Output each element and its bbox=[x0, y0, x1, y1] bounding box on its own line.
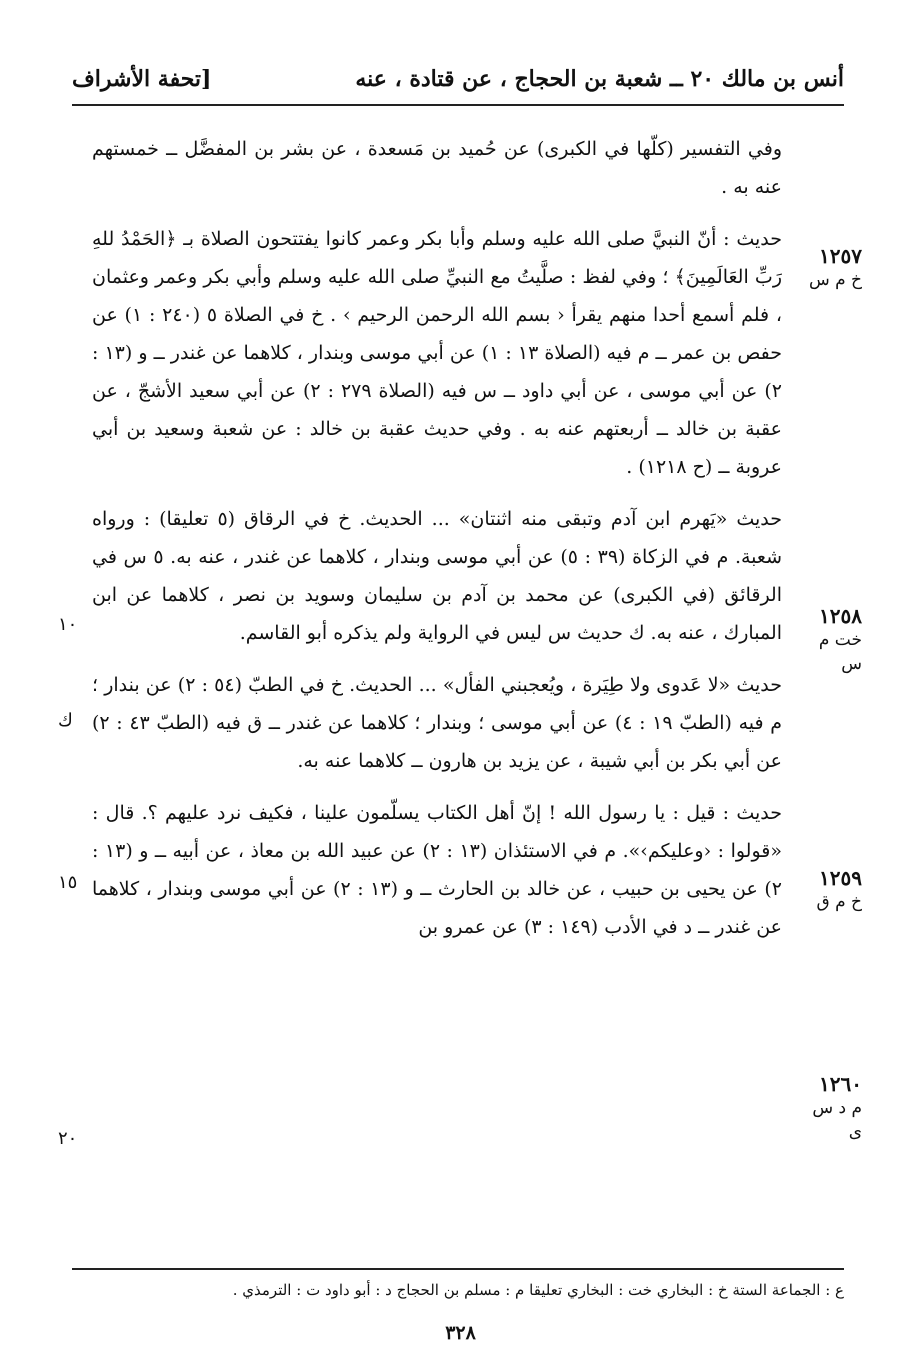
header-chapter-title: أنس بن مالك ٢٠ ــ شعبة بن الحجاج ، عن قتادة ، عنه bbox=[355, 66, 844, 92]
hadith-entry-1258 bbox=[92, 500, 782, 652]
entry-margin-1260 bbox=[800, 1072, 862, 1144]
hadith-entry-1260 bbox=[92, 794, 782, 946]
hadith-number: ١٢٥٨ bbox=[819, 604, 862, 628]
entry-margin-1257 bbox=[800, 244, 862, 292]
hadith-text: حديث : قيل : يا رسول الله ! إنّ أهل الكتاب يسلّمون علينا ، فكيف نرد عليهم ؟. قال : «قولوا : ‹وعليكم›». م في الاستئذان (١٣ : ٢) عن عبيد الله بن معاذ ، عن أبيه ــ و (١٣ : ٢) عن يحيى بن حبيب ، عن خالد بن الحارث ــ و (١٣ : ٢) عن أبي موسى وبندار ، كلاهما عن غندر ــ د في الأدب (١٤٩ : ٣) عن عمرو بن bbox=[92, 802, 782, 938]
intro-paragraph bbox=[92, 130, 782, 206]
page-number: ٣٢٨ bbox=[445, 1322, 476, 1344]
running-header bbox=[72, 58, 844, 106]
hadith-text: حديث «لا عَدوى ولا طِيَرة ، ويُعجبني الفأل» ... الحديث. خ في الطبّ (٥٤ : ٢) عن بندار ؛ م فيه (الطبّ ١٩ : ٤) عن أبي موسى ؛ وبندار ؛ كلاهما عن غندر ــ ق فيه (الطبّ ٤٣ : ٢) عن أبي بكر بن أبي شيبة ، عن يزيد بن هارون ــ كلاهما عنه به. bbox=[92, 674, 783, 772]
line-number-20: ٢٠ bbox=[58, 1128, 78, 1149]
hadith-text: حديث : أنّ النبيَّ صلى الله عليه وسلم وأبا بكر وعمر كانوا يفتتحون الصلاة بـ ﴿الحَمْدُ للهِ رَبِّ العَالَمِينَ﴾ ؛ وفي لفظ : صلَّيتُ مع النبيِّ صلى الله عليه وسلم وأبي بكر وعمر وعثمان ، فلم أسمع أحدا منهم يقرأ ‹ بسم الله الرحمن الرحيم › . خ في الصلاة ٥ (٢٤٠ : ١) عن حفص بن عمر ــ م فيه (الصلاة ١٣ : ١) عن أبي موسى وبندار ، كلاهما عن غندر ــ و (١٣ : ٢) عن أبي موسى ، عن أبي داود ــ س فيه (الصلاة ٢٧٩ : ٢) عن أبي سعيد الأشجّ ، عن عقبة بن خالد ــ أربعتهم عنه به . وفي حديث عقبة بن خالد : عن شعبة وسعيد بن أبي عروبة ــ (ح ١٢١٨) . bbox=[92, 228, 782, 478]
footer-abbreviations: ع : الجماعة الستة خ : البخاري خت : البخاري تعليقا م : مسلم بن الحجاج د : أبو داود ت : الترمذي . bbox=[232, 1281, 844, 1299]
footer-divider bbox=[72, 1268, 844, 1270]
hadith-sigla: خ م س bbox=[808, 270, 862, 290]
intro-text: وفي التفسير (كلّها في الكبرى) عن حُميد بن مَسعدة ، عن بشر بن المفضَّل ــ خمستهم عنه به . bbox=[92, 138, 782, 198]
hadith-sigla: خ م ق bbox=[816, 892, 862, 912]
hadith-entry-1257 bbox=[92, 220, 782, 486]
hadith-entry-1259 bbox=[92, 666, 782, 780]
header-book-title: [تحفة الأشراف bbox=[72, 66, 212, 92]
line-number-10: ١٠ bbox=[58, 614, 78, 635]
margin-note-kaf: ك bbox=[58, 710, 73, 731]
hadith-text: حديث «يَهرم ابن آدم وتبقى منه اثنتان» ... الحديث. خ في الرقاق (٥ تعليقا) : ورواه شعبة. م في الزكاة (٣٩ : ٥) عن أبي موسى وبندار ، كلاهما عن غندر ، عنه به. ٥ س في الرقائق (في الكبرى) عن محمد بن آدم بن سليمان وسويد بن نصر ، كلاهما عن ابن المبارك ، عنه به. ك حديث س ليس في الرواية ولم يذكره أبو القاسم. bbox=[92, 508, 782, 644]
line-number-15: ١٥ bbox=[58, 872, 78, 893]
entry-margin-1258 bbox=[800, 604, 862, 676]
hadith-number: ١٢٥٩ bbox=[819, 866, 862, 890]
entry-margin-1259 bbox=[800, 866, 862, 914]
hadith-sigla: خت م س bbox=[818, 630, 862, 674]
hadith-sigla: م د س ى bbox=[812, 1098, 862, 1142]
hadith-number: ١٢٦٠ bbox=[819, 1072, 862, 1096]
main-text bbox=[92, 130, 782, 960]
hadith-number: ١٢٥٧ bbox=[819, 244, 862, 268]
